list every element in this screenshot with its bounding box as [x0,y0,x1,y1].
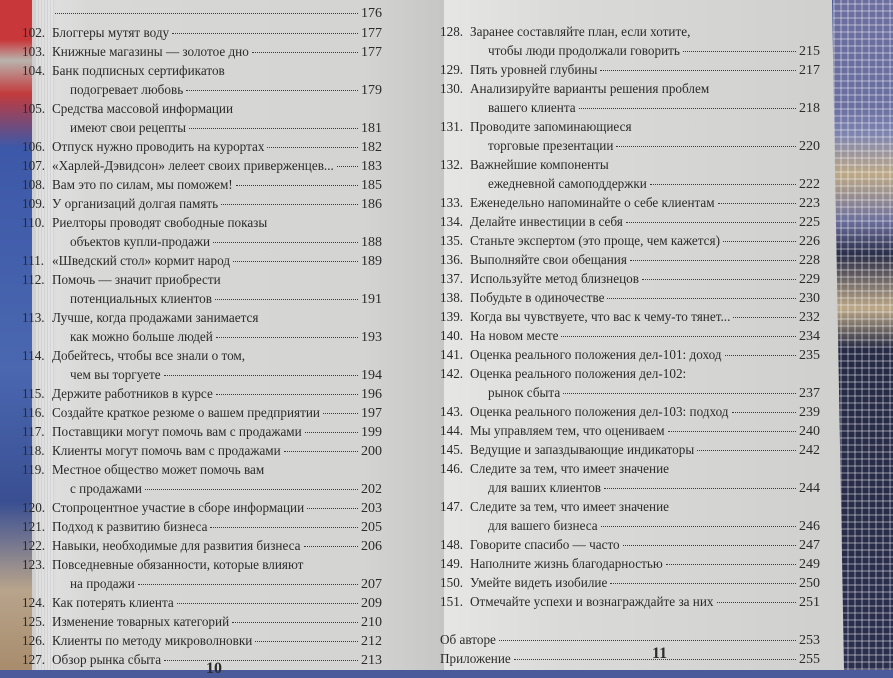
toc-entry-title: для вашего бизнеса [488,518,598,533]
toc-entry-number: 130. [440,81,464,96]
dot-leader [284,439,358,452]
toc-entry-number: 112. [22,272,45,287]
toc-entry-number: 114. [22,348,45,363]
toc-entry-page: 244 [799,481,820,496]
toc-entry-page: 210 [361,615,382,630]
toc-entry-page: 212 [361,634,382,649]
toc-entry-number: 134. [440,214,464,229]
dot-leader [232,610,358,623]
toc-entry-title: Следите за тем, что имеет значение [470,499,669,514]
dot-leader [236,173,358,186]
toc-entry-number: 135. [440,233,464,248]
toc-entry-number: 113. [22,310,45,325]
toc-entry-title: Следите за тем, что имеет значение [470,461,669,476]
toc-entry-line [440,649,820,668]
dot-leader [189,116,358,129]
toc-entry-page: 188 [361,235,382,250]
toc-entry [440,649,820,668]
toc-entry [22,194,382,213]
toc-entry-number: 102. [22,25,46,40]
toc-entry-title: На новом месте [470,328,559,343]
toc-entry-page: 199 [361,425,382,440]
toc-entry-title: Пять уровней глубины [470,62,598,77]
dot-leader [499,628,796,641]
page-number-right: 11 [652,645,668,662]
toc-entry-line [440,592,820,611]
toc-entry-title: Об авторе [440,632,496,647]
toc-entry-number: 105. [22,101,46,116]
toc-entry-title: Ведущие и запаздывающие индикаторы [470,442,695,457]
toc-entry-number: 142. [440,366,464,381]
toc-entry-title: Повседневные обязанности, которые влияют [52,557,304,572]
toc-entry-line [22,441,382,460]
toc-entry [22,213,382,251]
toc-entry-number: 144. [440,423,464,438]
toc-entry-number: 137. [440,271,464,286]
toc-entry-title: рынок сбыта [488,385,561,400]
toc-entry-page: 206 [361,539,382,554]
toc-entry-number: 123. [22,557,46,572]
toc-entry [440,440,820,459]
toc-entry-number: 110. [22,215,45,230]
toc-entry-title: Отмечайте успехи и вознаграждайте за них [470,594,714,609]
toc-entry-number: 117. [22,424,45,439]
toc-entry [22,346,382,384]
toc-entry-page: 205 [361,520,382,535]
toc-entry [22,61,382,99]
toc-entry-number: 122. [22,538,46,553]
toc-entry-page: 237 [799,386,820,401]
toc-entry-line [440,440,820,459]
toc-entry-title: Оценка реального положения дел-101: доход [470,347,722,362]
toc-entry-number: 115. [22,386,45,401]
dot-leader [172,21,358,34]
toc-entry-title: Изменение товарных категорий [52,614,230,629]
dot-leader [216,325,358,338]
toc-entry-line [22,194,382,213]
page-number-left: 10 [206,660,222,677]
toc-entry-number: 129. [440,62,464,77]
toc-entry [440,117,820,155]
toc-entry-line [440,478,820,497]
dot-leader [733,305,796,318]
toc-entry [22,42,382,61]
dot-leader [177,591,358,604]
toc-entry [22,137,382,156]
toc-entry-page: 213 [361,653,382,668]
toc-entry-number: 145. [440,442,464,457]
dot-leader [717,590,796,603]
toc-entry [440,592,820,611]
dot-leader [216,382,358,395]
toc-entry-page: 183 [361,159,382,174]
toc-entry-title: с продажами [70,481,142,496]
toc-entry-number: 128. [440,24,464,39]
toc-entry-page: 179 [361,83,382,98]
dot-leader [186,78,358,91]
toc-entry-page: 225 [799,215,820,230]
toc-entry-title: «Харлей-Дэвидсон» лелеет своих приверженцев... [52,158,334,173]
dot-leader [607,286,796,299]
toc-entry-page: 246 [799,519,820,534]
dot-leader [233,249,358,262]
dot-leader [145,477,358,490]
toc-entry-title: Как потерять клиента [52,595,174,610]
toc-entry-title: на продажи [70,576,135,591]
toc-entry-page: 217 [799,63,820,78]
dot-leader [210,515,358,528]
toc-entry-number: 127. [22,652,46,667]
toc-entry-number: 139. [440,309,464,324]
toc-entry [440,345,820,364]
toc-entry [22,441,382,460]
toc-entry [440,364,820,402]
toc-entry-title: Побудьте в одиночестве [470,290,605,305]
toc-entry-number: 143. [440,404,464,419]
toc-entry [440,497,820,535]
toc-entry-page: 249 [799,557,820,572]
toc-entry-number: 136. [440,252,464,267]
toc-entry-number: 103. [22,44,46,59]
toc-entry-page: 223 [799,196,820,211]
toc-entry-title: «Шведский стол» кормит народ [52,253,231,268]
toc-entry-title: Добейтесь, чтобы все знали о том, [52,348,246,363]
toc-entry-page: 176 [361,6,382,21]
toc-entry-title: Выполняйте свои обещания [470,252,627,267]
toc-entry [22,251,382,270]
toc-entry-title: торговые презентации [488,138,614,153]
toc-entry-number: 108. [22,177,46,192]
toc-entry-title: Книжные магазины — золотое дно [52,44,249,59]
toc-entry-number: 131. [440,119,464,134]
dot-leader [579,96,796,109]
toc-entry-page: 250 [799,576,820,591]
toc-entry-line [22,42,382,61]
toc-entry-title: Клиенты по методу микроволновки [52,633,253,648]
toc-entry-title: Стопроцентное участие в сборе информации [52,500,305,515]
dot-leader [697,438,796,451]
toc-entry-page: 253 [799,633,820,648]
dot-leader [221,192,358,205]
toc-entry-line [22,536,382,555]
toc-entry-title: Используйте метод близнецов [470,271,639,286]
toc-entry-page: 247 [799,538,820,553]
toc-entry-title: Проводите запоминающиеся [470,119,632,134]
toc-entry-page: 239 [799,405,820,420]
toc-entry-number: 141. [440,347,464,362]
dot-leader [215,287,358,300]
toc-entry-page: 182 [361,140,382,155]
toc-entry-title: Поставщики могут помочь вам с продажами [52,424,302,439]
toc-entry-page: 191 [361,292,382,307]
toc-entry-title: подогревает любовь [70,82,184,97]
toc-entry-page: 196 [361,387,382,402]
toc-entry-number: 107. [22,158,46,173]
dot-leader [164,648,358,661]
toc-entry-line [22,650,382,669]
toc-entry-number: 140. [440,328,464,343]
dot-leader [164,363,358,376]
toc-entry-line [440,60,820,79]
toc-entry-number: 121. [22,519,46,534]
toc-entry [22,99,382,137]
toc-entry-page: 177 [361,45,382,60]
toc-entry [440,155,820,193]
toc-entry-title: чем вы торгуете [70,367,161,382]
toc-entry-number: 133. [440,195,464,210]
toc-entry-page: 197 [361,406,382,421]
dot-leader [55,1,358,14]
toc-entry-number: 146. [440,461,464,476]
toc-entry-title: Умейте видеть изобилие [470,575,608,590]
toc-entry-line [22,327,382,346]
toc-entry-title: потенциальных клиентов [70,291,213,306]
toc-entry-title: Еженедельно напоминайте о себе клиентам [470,195,715,210]
toc-entry-title: Анализируйте варианты решения проблем [470,81,710,96]
toc-entry-page: 215 [799,44,820,59]
toc-entry-line [22,80,382,99]
toc-entry-title: Наполните жизнь благодарностью [470,556,663,571]
dot-leader [650,172,796,185]
toc-entry-line [440,345,820,364]
toc-entry-number: 132. [440,157,464,172]
toc-entry-number: 147. [440,499,464,514]
toc-entry-number: 148. [440,537,464,552]
dot-leader [304,534,358,547]
toc-entry-title: Оценка реального положения дел-102: [470,366,687,381]
toc-entry-title: Вам это по силам, мы поможем! [52,177,233,192]
toc-entry-title: Помочь — значит приобрести [52,272,221,287]
toc-entry-page: 222 [799,177,820,192]
toc-entry [22,460,382,498]
toc-entry-page: 185 [361,178,382,193]
toc-entry-title: Клиенты могут помочь вам с продажами [52,443,281,458]
toc-entry [22,650,382,669]
toc-entry-number: 126. [22,633,46,648]
toc-entry-line [22,137,382,156]
toc-entry [22,555,382,593]
dot-leader [255,629,358,642]
dot-leader [683,39,796,52]
toc-entry-number: 138. [440,290,464,305]
toc-entry-title: Навыки, необходимые для развития бизнеса [52,538,301,553]
dot-leader [307,496,358,509]
dot-leader [601,514,796,527]
dot-leader [732,400,796,413]
toc-entry-number: 118. [22,443,45,458]
toc-entry-page: 209 [361,596,382,611]
toc-entry-title: объектов купли-продажи [70,234,211,249]
toc-entry-page: 186 [361,197,382,212]
toc-entry-page: 200 [361,444,382,459]
toc-entry-number: 119. [22,462,45,477]
toc-entry-title: для ваших клиентов [488,480,602,495]
dot-leader [305,420,358,433]
toc-entry-title: чтобы люди продолжали говорить [488,43,680,58]
toc-entry-page: 203 [361,501,382,516]
toc-entry-page: 202 [361,482,382,497]
toc-entry-page: 255 [799,652,820,667]
toc-entry [440,22,820,60]
toc-entry-line [22,251,382,270]
toc-entry-title: Местное общество может помочь вам [52,462,265,477]
toc-entry-page: 240 [799,424,820,439]
toc-entry-title: как можно больше людей [70,329,213,344]
dot-leader [610,571,796,584]
toc-entry-title: Отпуск нужно проводить на курортах [52,139,265,154]
toc-entry-number: 150. [440,575,464,590]
toc-entry-title: Оценка реального положения дел-103: подход [470,404,729,419]
toc-entry-page: 242 [799,443,820,458]
dot-leader [725,343,796,356]
toc-entry-line [22,289,382,308]
toc-entry-title: Банк подписных сертификатов [52,63,225,78]
toc-entry-page: 220 [799,139,820,154]
toc-entry-line [440,136,820,155]
toc-entry-title: Когда вы чувствуете, что вас к чему-то тянет... [470,309,731,324]
toc-entry [440,459,820,497]
dot-leader [623,533,796,546]
dot-leader [718,191,796,204]
dot-leader [213,230,358,243]
dot-leader [723,229,796,242]
toc-left-page [22,4,382,669]
toc-entry-page: 228 [799,253,820,268]
toc-entry-number: 106. [22,139,46,154]
toc-entry-page: 193 [361,330,382,345]
toc-entry-title: ежедневной самоподдержки [488,176,647,191]
toc-entry-title: Подход к развитию бизнеса [52,519,208,534]
toc-right-page [440,22,820,668]
toc-entry-line [440,98,820,117]
toc-entry-title: Станьте экспертом (это проще, чем кажется) [470,233,720,248]
dot-leader [563,381,796,394]
toc-entry-number: 149. [440,556,464,571]
toc-entry-title: Мы управляем тем, что оцениваем [470,423,665,438]
toc-entry-page: 177 [361,26,382,41]
dot-leader [630,248,796,261]
toc-entry-page: 229 [799,272,820,287]
toc-entry-number: 151. [440,594,464,609]
toc-entry-page: 251 [799,595,820,610]
toc-entry-title: Говорите спасибо — часто [470,537,620,552]
toc-entry-page: 194 [361,368,382,383]
toc-entry-title: Заранее составляйте план, если хотите, [470,24,691,39]
toc-entry-title: У организаций долгая память [52,196,219,211]
toc-entry-title: Средства массовой информации [52,101,234,116]
dot-leader [626,210,796,223]
toc-entry-number: 124. [22,595,46,610]
toc-entry-number: 120. [22,500,46,515]
dot-leader [668,419,796,432]
toc-entry-title: Создайте краткое резюме о вашем предприятии [52,405,320,420]
toc-entry [22,536,382,555]
toc-entry-page: 234 [799,329,820,344]
toc-entry-title: Лучше, когда продажами занимается [52,310,259,325]
dot-leader [666,552,796,565]
dot-leader [561,324,796,337]
toc-entry-number: 109. [22,196,46,211]
toc-entry-title: Риелторы проводят свободные показы [52,215,268,230]
toc-entry-number: 125. [22,614,46,629]
toc-entry-page: 207 [361,577,382,592]
toc-entry-page: 232 [799,310,820,325]
toc-entry-title: Блоггеры мутят воду [52,25,170,40]
toc-entry [22,270,382,308]
toc-entry-title: Важнейшие компоненты [470,157,609,172]
toc-entry-page: 181 [361,121,382,136]
dot-leader [267,135,358,148]
toc-entry-title: Обзор рынка сбыта [52,652,162,667]
dot-leader [337,154,358,167]
toc-entry-page: 235 [799,348,820,363]
toc-entry-title: Делайте инвестиции в себя [470,214,623,229]
toc-entry-title: Приложение [440,651,511,666]
dot-leader [138,572,358,585]
toc-entry-number: 116. [22,405,45,420]
dot-leader [323,401,358,414]
toc-entry-number: 111. [22,253,45,268]
dot-leader [252,40,358,53]
toc-entry [440,60,820,79]
dot-leader [600,58,796,71]
toc-entry-page: 230 [799,291,820,306]
toc-entry [22,308,382,346]
toc-entry-title: вашего клиента [488,100,576,115]
dot-leader [642,267,796,280]
toc-entry [440,79,820,117]
toc-entry-title: Держите работников в курсе [52,386,213,401]
dot-leader [604,476,796,489]
dot-leader [616,134,796,147]
toc-entry-number: 104. [22,63,46,78]
toc-entry-page: 226 [799,234,820,249]
toc-entry-page: 189 [361,254,382,269]
toc-entry-title: имеют свои рецепты [70,120,186,135]
toc-entry-page: 218 [799,101,820,116]
